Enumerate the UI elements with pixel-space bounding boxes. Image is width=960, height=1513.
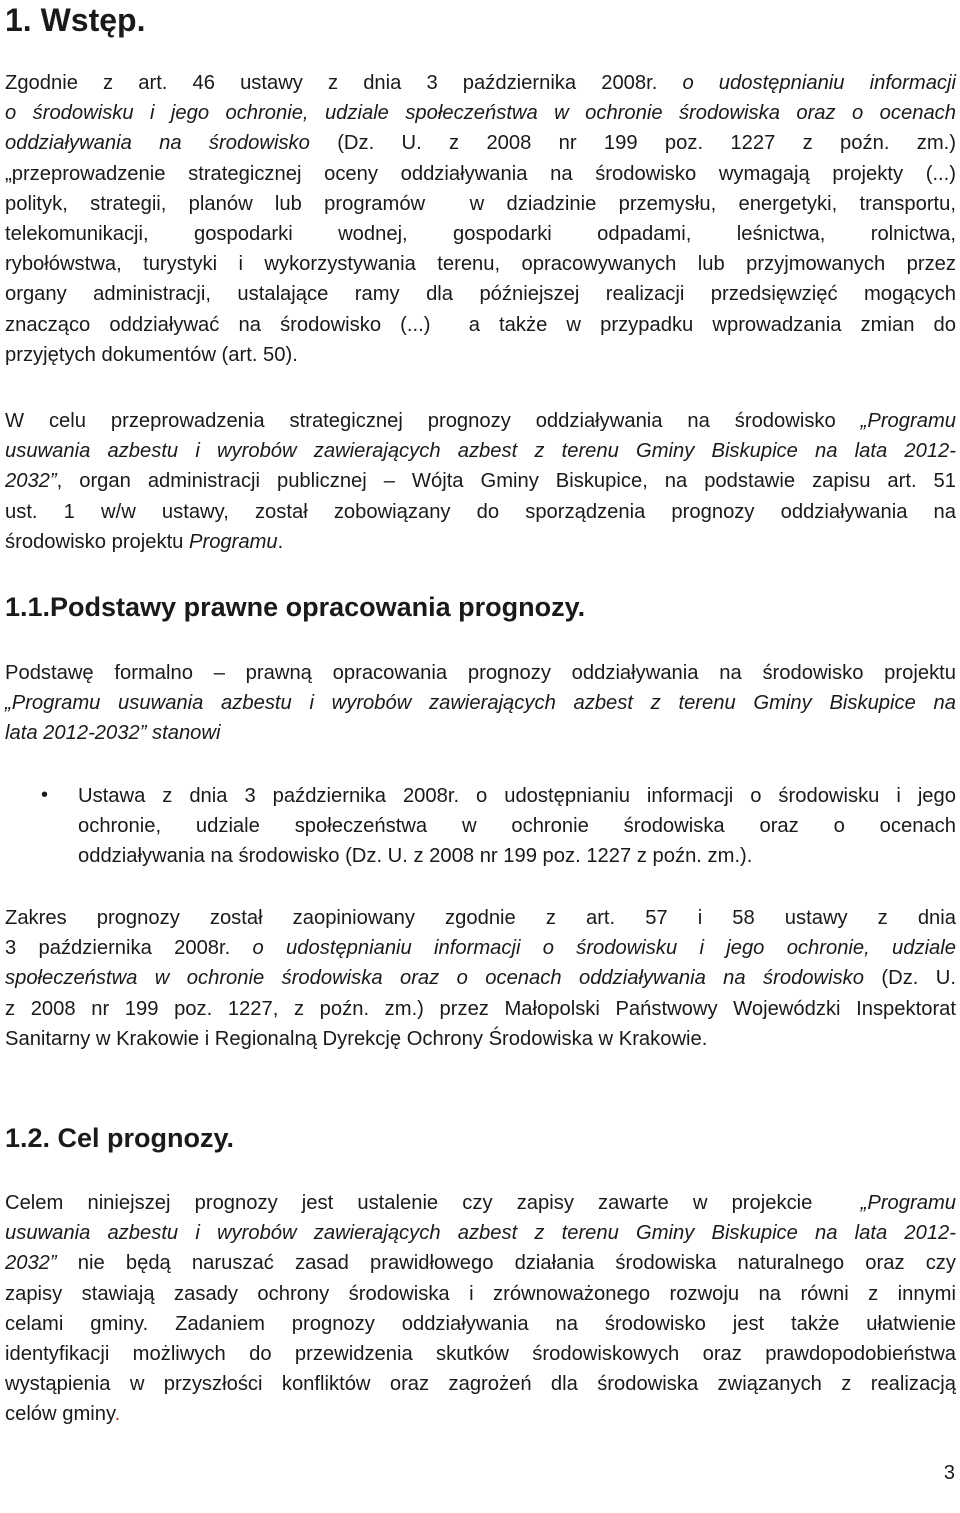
text-line: Zakres prognozy został zaopiniowany zgodnie z art. 57 i 58 ustawy z dnia [5,907,956,929]
text-line: środowisko projektu Programu. [5,530,284,553]
text-line: Sanitarny w Krakowie i Regionalną Dyrekcję Ochrony Środowiska w Krakowie. [5,1027,708,1050]
text-line: celów gminy. [5,1403,121,1426]
text-line: „przeprowadzenie strategicznej oceny oddziaływania na środowisko wymagają projekty (...) [5,162,956,185]
paragraph-purpose [5,406,956,557]
text-line: o środowisku i jego ochronie, udziale społeczeństwa w ochronie środowiska oraz o ocenach [5,102,956,125]
paragraph-legal-basis [5,658,956,749]
text-line: identyfikacji możliwych do przewidzenia skutków środowiskowych oraz prawdopodobieństwa [5,1342,956,1365]
text-line: przyjętych dokumentów (art. 50). [5,343,298,366]
bullet-icon: • [41,784,49,806]
text-line: z 2008 nr 199 poz. 1227, z poźn. zm.) przez Małopolski Państwowy Wojewódzki Inspektorat [5,997,956,1020]
text-line: polityk, strategii, planów lub programów w dziadzinie przemysłu, energetyki, transportu, [5,192,956,215]
list-item [78,781,956,872]
text-line: usuwania azbestu i wyrobów zawierających azbest z terenu Gminy Biskupice na lata 2012- [5,440,956,463]
text-line: organy administracji, ustalające ramy dla późniejszej realizacji przedsięwzięć mogących [5,283,956,306]
text-line: Celem niniejszej prognozy jest ustalenie czy zapisy zawarte w projekcie „Programu [5,1192,956,1214]
heading-legal-basis: 1.1.Podstawy prawne opracowania prognozy. [5,592,586,622]
text-line: społeczeństwa w ochronie środowiska oraz o ocenach oddziaływania na środowisko (Dz. U. [5,967,956,990]
page-number: 3 [943,1462,955,1484]
text-line: lata 2012-2032” stanowi [5,722,221,745]
paragraph-goal [5,1188,956,1430]
paragraph-legal-basis-intro [5,68,956,370]
text-line: W celu przeprowadzenia strategicznej prognozy oddziaływania na środowisko „Programu [5,410,956,432]
text-line: 2032” nie będą naruszać zasad prawidłowego działania środowiska naturalnego oraz czy [5,1252,956,1275]
text-line: celami gminy. Zadaniem prognozy oddziaływania na środowisko jest także ułatwienie [5,1312,956,1335]
text-line: 2032”, organ administracji publicznej – Wójta Gminy Biskupice, na podstawie zapisu art. 51 [5,470,956,493]
text-line: ust. 1 w/w ustawy, został zobowiązany do sporządzenia prognozy oddziaływania na [5,500,956,523]
text-line: telekomunikacji, gospodarki wodnej, gospodarki odpadami, leśnictwa, rolnictwa, [5,222,956,245]
text-line: Ustawa z dnia 3 października 2008r. o udostępnianiu informacji o środowisku i jego [78,785,956,807]
text-line: „Programu usuwania azbestu i wyrobów zawierających azbest z terenu Gminy Biskupice na [5,692,956,715]
text-line: ochronie, udziale społeczeństwa w ochronie środowiska oraz o ocenach [78,815,956,838]
text-line: wystąpienia w przyszłości konfliktów oraz zagrożeń dla środowiska związanych z realizacją [5,1373,956,1396]
text-line: Zgodnie z art. 46 ustawy z dnia 3 października 2008r. o udostępnianiu informacji [5,72,956,94]
text-line: Podstawę formalno – prawną opracowania prognozy oddziaływania na środowisko projektu [5,662,956,684]
text-line: znacząco oddziaływać na środowisko (...) a także w przypadku wprowadzania zmian do [5,313,956,336]
text-line: oddziaływania na środowisko (Dz. U. z 2008 nr 199 poz. 1227 z poźn. zm.). [78,845,753,868]
heading-goal: 1.2. Cel prognozy. [5,1123,235,1153]
heading-introduction: 1. Wstęp. [5,2,146,38]
text-line: zapisy stawiają zasady ochrony środowiska i zrównoważonego rozwoju na równi z innymi [5,1282,956,1305]
text-line: rybołówstwa, turystyki i wykorzystywania terenu, opracowywanych lub przyjmowanych przez [5,253,956,276]
text-line: 3 października 2008r. o udostępnianiu informacji o środowisku i jego ochronie, udziale [5,937,956,960]
text-line: oddziaływania na środowisko (Dz. U. z 2008 nr 199 poz. 1227 z poźn. zm.) [5,132,956,155]
text-line: usuwania azbestu i wyrobów zawierających azbest z terenu Gminy Biskupice na lata 2012- [5,1222,956,1245]
paragraph-scope [5,903,956,1054]
